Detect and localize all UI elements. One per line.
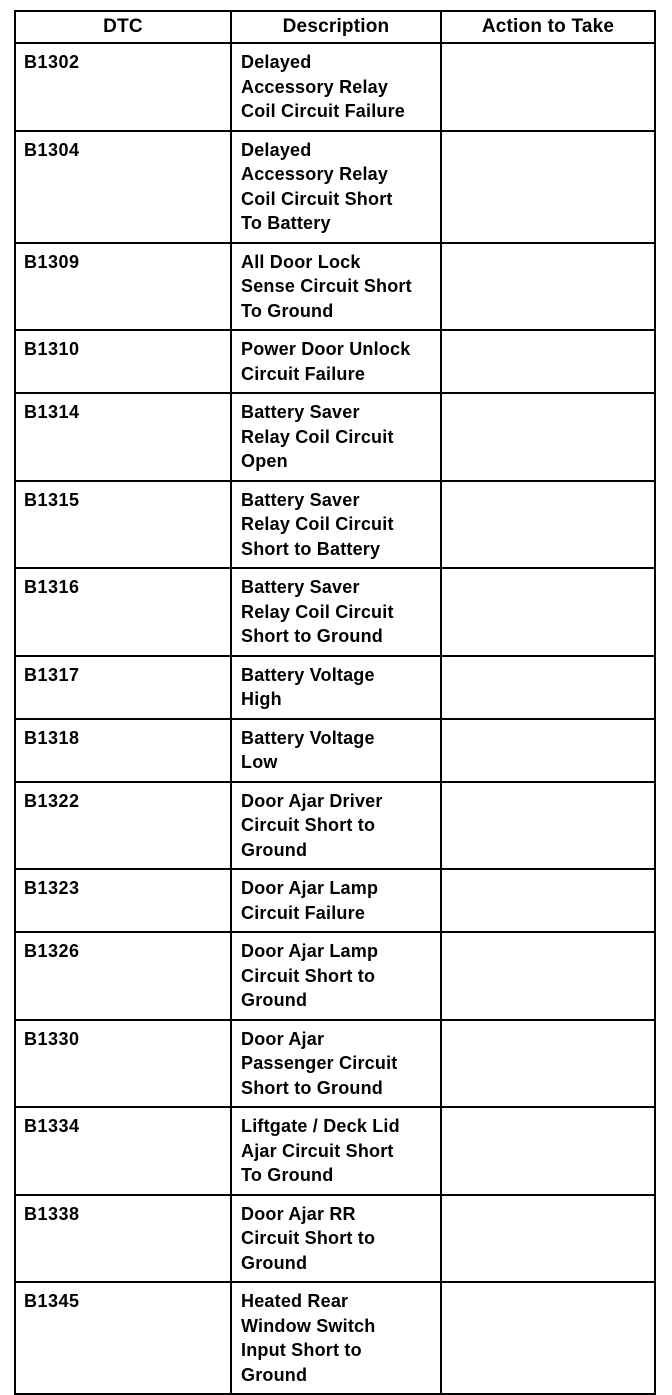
action-cell (441, 43, 655, 131)
description-cell: Liftgate / Deck Lid Ajar Circuit Short To Ground (231, 1107, 441, 1195)
action-cell (441, 1282, 655, 1394)
action-cell (441, 131, 655, 243)
table-row (15, 243, 655, 331)
description-cell: Delayed Accessory Relay Coil Circuit Failure (231, 43, 441, 131)
description-cell: All Door Lock Sense Circuit Short To Ground (231, 243, 441, 331)
dtc-code-cell: B1323 (15, 869, 231, 932)
dtc-table-container (14, 10, 654, 1395)
description-cell: Battery Saver Relay Coil Circuit Short to Ground (231, 568, 441, 656)
table-row (15, 330, 655, 393)
dtc-code-cell: B1310 (15, 330, 231, 393)
description-cell: Battery Saver Relay Coil Circuit Open (231, 393, 441, 481)
dtc-code-cell: B1316 (15, 568, 231, 656)
dtc-table (14, 10, 656, 1395)
table-row (15, 481, 655, 569)
table-row (15, 869, 655, 932)
dtc-code-cell: B1304 (15, 131, 231, 243)
table-row (15, 568, 655, 656)
description-cell: Door Ajar Passenger Circuit Short to Ground (231, 1020, 441, 1108)
description-cell: Delayed Accessory Relay Coil Circuit Short To Battery (231, 131, 441, 243)
table-row (15, 1020, 655, 1108)
table-header (15, 11, 655, 43)
action-cell (441, 393, 655, 481)
description-cell: Battery Voltage Low (231, 719, 441, 782)
table-row (15, 43, 655, 131)
dtc-code-cell: B1302 (15, 43, 231, 131)
description-cell: Door Ajar RR Circuit Short to Ground (231, 1195, 441, 1283)
dtc-code-cell: B1315 (15, 481, 231, 569)
action-cell (441, 243, 655, 331)
header-description: Description (231, 11, 441, 43)
description-cell: Battery Saver Relay Coil Circuit Short to Battery (231, 481, 441, 569)
description-cell: Heated Rear Window Switch Input Short to Ground (231, 1282, 441, 1394)
table-row (15, 656, 655, 719)
table-row (15, 1282, 655, 1394)
description-cell: Power Door Unlock Circuit Failure (231, 330, 441, 393)
description-cell: Door Ajar Driver Circuit Short to Ground (231, 782, 441, 870)
header-row (15, 11, 655, 43)
action-cell (441, 568, 655, 656)
dtc-code-cell: B1330 (15, 1020, 231, 1108)
dtc-code-cell: B1338 (15, 1195, 231, 1283)
dtc-code-cell: B1309 (15, 243, 231, 331)
description-cell: Battery Voltage High (231, 656, 441, 719)
dtc-code-cell: B1326 (15, 932, 231, 1020)
table-row (15, 719, 655, 782)
dtc-code-cell: B1314 (15, 393, 231, 481)
table-body (15, 43, 655, 1394)
dtc-code-cell: B1345 (15, 1282, 231, 1394)
action-cell (441, 932, 655, 1020)
action-cell (441, 869, 655, 932)
action-cell (441, 1107, 655, 1195)
description-cell: Door Ajar Lamp Circuit Failure (231, 869, 441, 932)
action-cell (441, 1195, 655, 1283)
table-row (15, 932, 655, 1020)
action-cell (441, 782, 655, 870)
action-cell (441, 1020, 655, 1108)
dtc-code-cell: B1317 (15, 656, 231, 719)
table-row (15, 1107, 655, 1195)
table-row (15, 1195, 655, 1283)
action-cell (441, 481, 655, 569)
action-cell (441, 656, 655, 719)
dtc-code-cell: B1318 (15, 719, 231, 782)
dtc-code-cell: B1334 (15, 1107, 231, 1195)
dtc-code-cell: B1322 (15, 782, 231, 870)
table-row (15, 131, 655, 243)
description-cell: Door Ajar Lamp Circuit Short to Ground (231, 932, 441, 1020)
table-row (15, 393, 655, 481)
action-cell (441, 330, 655, 393)
table-row (15, 782, 655, 870)
header-dtc: DTC (15, 11, 231, 43)
action-cell (441, 719, 655, 782)
header-action: Action to Take (441, 11, 655, 43)
